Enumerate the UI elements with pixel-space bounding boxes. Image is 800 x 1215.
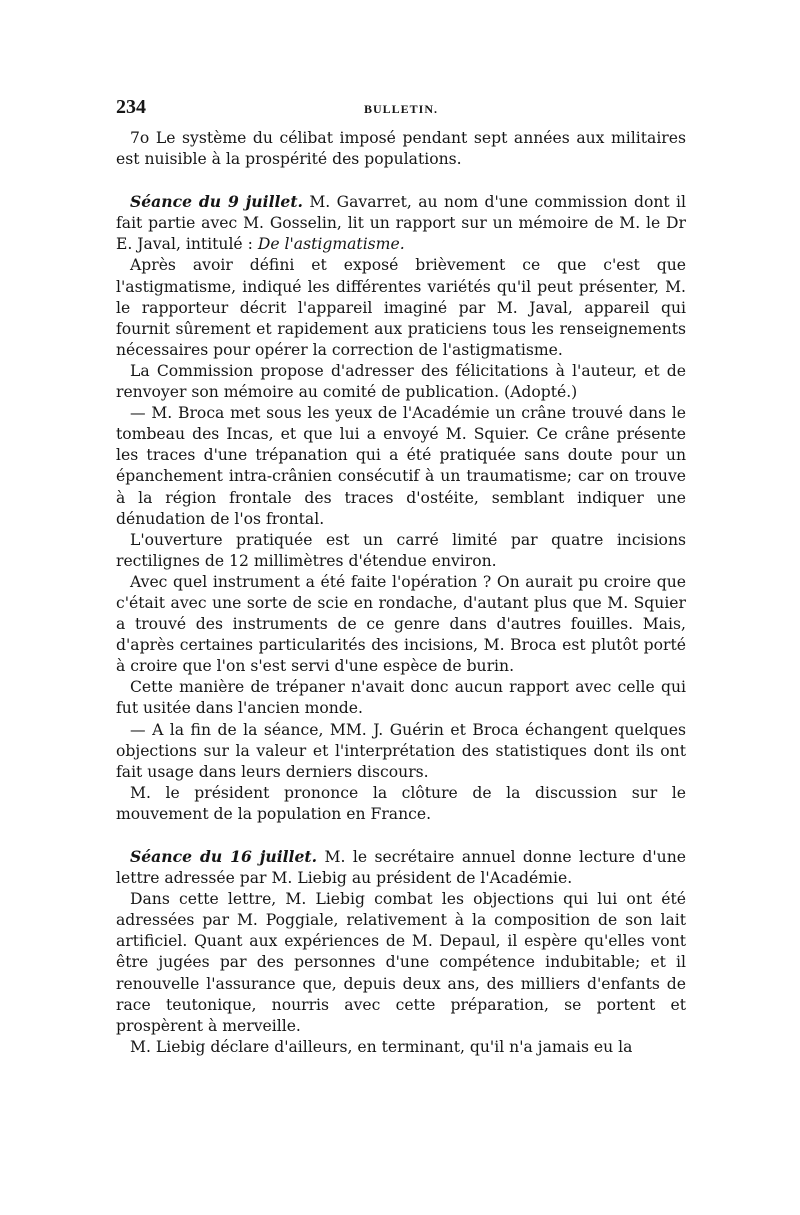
paragraph: L'ouverture pratiquée est un carré limité par quatre incisions rectilignes de 12 millimètres d'étendue environ. (116, 530, 686, 570)
seance-text: M. Gavarret, au nom d'une commission dont il fait partie avec M. Gosselin, lit un rapport sur un mémoire de M. le Dr E. Javal, intitulé : (116, 193, 686, 254)
seance-paragraph (116, 191, 686, 255)
seance-date-label: Séance du 16 juillet. (130, 847, 318, 866)
paragraph: La Commission propose d'adresser des félicitations à l'auteur, et de renvoyer son mémoire au comité de publication. (Adopté.) (116, 361, 686, 402)
book-page (116, 96, 686, 1171)
paragraph: — A la fin de la séance, MM. J. Guérin et Broca échangent quelques objections sur la valeur et l'interprétation des statistiques dont ils ont fait usage dans leurs derniers discours. (116, 720, 686, 781)
memoir-title: De l'astigmatisme. (257, 235, 405, 254)
running-head: BULLETIN. (363, 102, 439, 116)
seance-paragraph (116, 846, 686, 889)
paragraph: Cette manière de trépaner n'avait donc aucun rapport avec celle qui fut usitée dans l'ancien monde. (116, 678, 686, 718)
paragraph: M. le président prononce la clôture de la discussion sur le mouvement de la population en France. (116, 783, 686, 823)
section-gap (116, 170, 686, 191)
paragraph: 7o Le système du célibat imposé pendant sept années aux militaires est nuisible à la prospérité des populations. (116, 129, 686, 169)
paragraph: — M. Broca met sous les yeux de l'Académie un crâne trouvé dans le tombeau des Incas, et que lui a envoyé M. Squier. Ce crâne présente les traces d'une trépanation qui a été pratiquée sans doute pour un épanchement intra-crânien consécutif à un traumatisme; car on trouve à la région frontale des traces d'ostéite, semblant indiquer une dénudation de l'os frontal. (116, 404, 686, 528)
paragraph: Après avoir défini et exposé brièvement ce que c'est que l'astigmatisme, indiqué les différentes variétés qu'il peut présenter, M. le rapporteur décrit l'appareil imaginé par M. Javal, appareil qui fournit sûrement et rapidement aux praticiens tous les renseignements nécessaires pour opérer la correction de l'astigmatisme. (116, 256, 686, 359)
page-number: 234 (116, 96, 146, 118)
seance-date-label: Séance du 9 juillet. (130, 192, 303, 212)
paragraph: Avec quel instrument a été faite l'opération ? On aurait pu croire que c'était avec une sorte de scie en rondache, d'autant plus que M. Squier a trouvé des instruments de ce genre dans d'autres fouilles. Mais, d'après certaines particularités des incisions, M. Broca est plutôt porté à croire que l'on s'est servi d'une espèce de burin. (116, 572, 686, 676)
paragraph: M. Liebig déclare d'ailleurs, en terminant, qu'il n'a jamais eu la (130, 1037, 633, 1056)
section-gap (116, 825, 686, 846)
seance-text: M. le secrétaire annuel donne lecture d'une lettre adressée par M. Liebig au président de l'Académie. (116, 848, 686, 888)
page-header (116, 96, 686, 124)
paragraph: Dans cette lettre, M. Liebig combat les objections qui lui ont été adressées par M. Poggiale, relativement à la composition de son lait artificiel. Quant aux expériences de M. Depaul, il espère qu'elles vont être jugées par des personnes d'une compétence indubitable; et il renouvelle l'assurance que, depuis deux ans, des milliers d'enfants de race teutonique, nourris avec cette préparation, se portent et prospèrent à merveille. (116, 890, 686, 1035)
